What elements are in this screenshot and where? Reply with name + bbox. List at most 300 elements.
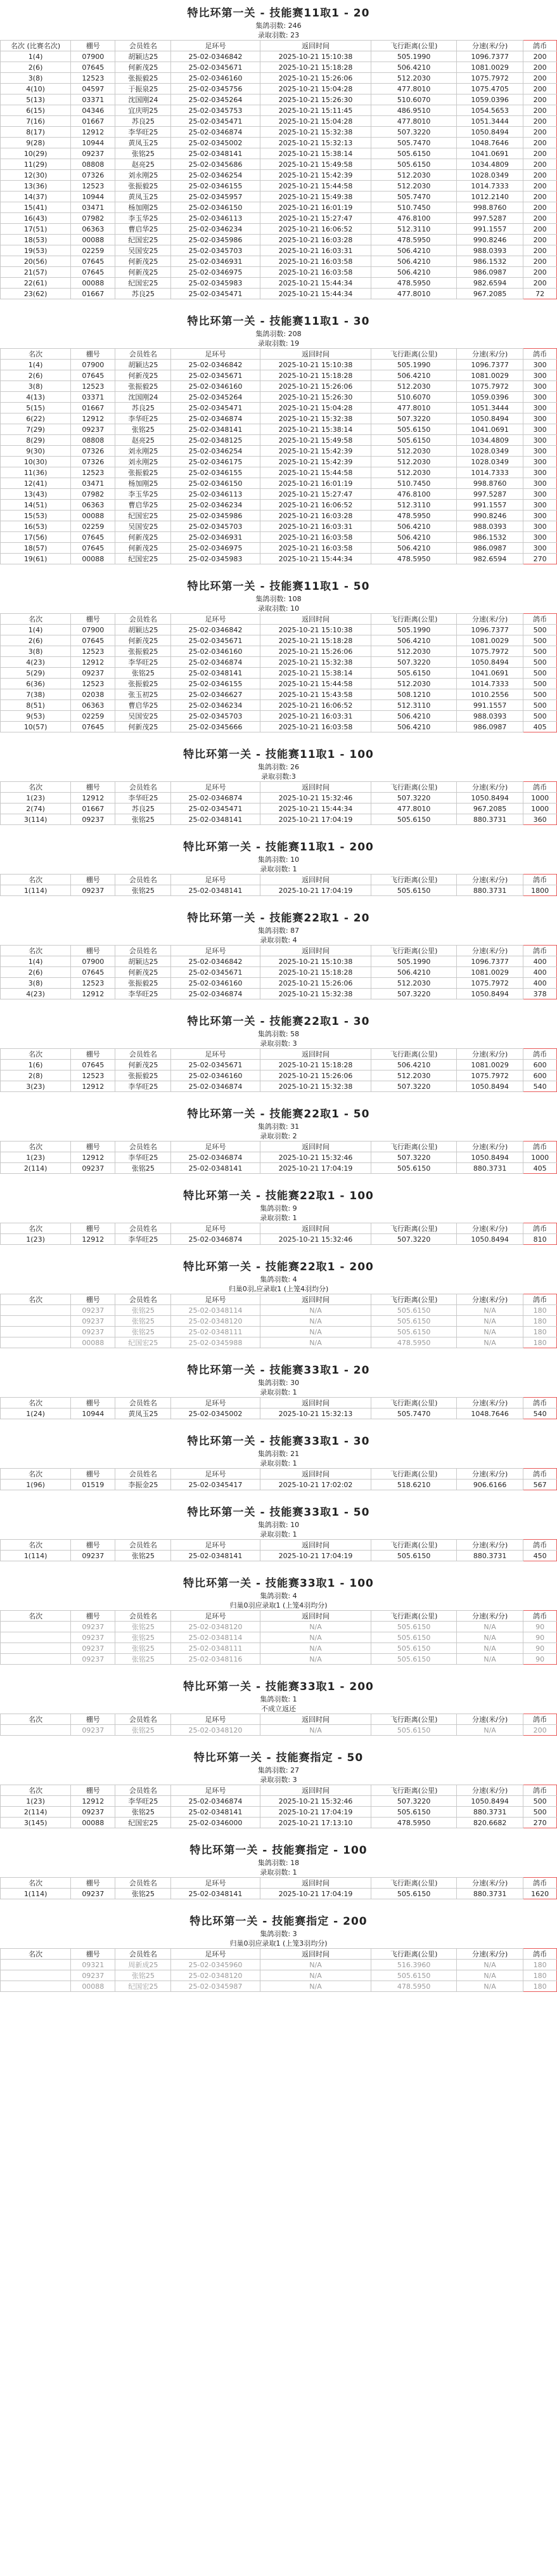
table-row [1, 148, 557, 159]
results-table [0, 1610, 557, 1665]
table-cell: 200 [523, 170, 557, 181]
column-header: 足环号 [171, 1785, 260, 1796]
column-header: 足环号 [171, 1540, 260, 1551]
table-cell: 25-02-0345703 [171, 245, 260, 256]
table-row [1, 213, 557, 224]
results-table [0, 1141, 557, 1174]
table-cell: 张铭25 [115, 1305, 171, 1316]
table-cell: 512.2030 [371, 73, 457, 84]
table-cell: 25-02-0345986 [171, 235, 260, 245]
table-cell: 2025-10-21 15:26:06 [260, 978, 371, 989]
table-cell: 06363 [71, 500, 115, 511]
table-cell: 500 [523, 700, 557, 711]
table-cell: N/A [456, 1632, 523, 1643]
table-cell: 25-02-0346842 [171, 51, 260, 62]
table-row [1, 94, 557, 105]
table-cell: 25-02-0346160 [171, 978, 260, 989]
column-header: 名次 [1, 1294, 71, 1305]
table-cell: 477.8010 [371, 289, 457, 299]
table-cell: 2025-10-21 17:04:19 [260, 1807, 371, 1818]
table-row [1, 51, 557, 62]
table-cell: 1075.7972 [456, 1070, 523, 1081]
table-cell: 880.3731 [456, 1807, 523, 1818]
table-cell: 2025-10-21 15:10:38 [260, 956, 371, 967]
section-meta: 录取羽数: 1 [260, 1530, 297, 1538]
column-header: 棚号 [71, 946, 115, 956]
section-title: 特比环第一关 - 技能赛指定 - 200 [189, 1915, 368, 1928]
table-cell: 09237 [71, 1725, 115, 1736]
table-cell: 02259 [71, 521, 115, 532]
column-header: 分速(米/分) [456, 946, 523, 956]
table-cell: 25-02-0346874 [171, 127, 260, 138]
result-section [0, 1183, 557, 1245]
table-cell: 9(30) [1, 446, 71, 457]
table-cell: 2025-10-21 15:32:38 [260, 127, 371, 138]
section-meta: 录取羽数: 4 [260, 936, 297, 944]
column-header: 棚号 [71, 1540, 115, 1551]
table-cell: 2025-10-21 16:06:52 [260, 224, 371, 235]
table-cell: 25-02-0346874 [171, 1152, 260, 1163]
column-header: 棚号 [71, 1049, 115, 1060]
table-cell: 1(96) [1, 1480, 71, 1490]
table-cell: 505.6150 [371, 1807, 457, 1818]
results-table [0, 1877, 557, 1899]
table-cell: N/A [456, 1725, 523, 1736]
header-row [1, 1878, 557, 1889]
table-cell: 25-02-0346175 [171, 457, 260, 467]
table-cell: 25-02-0345671 [171, 635, 260, 646]
table-cell: 988.0393 [456, 245, 523, 256]
result-section [0, 834, 557, 896]
column-header: 分速(米/分) [456, 1949, 523, 1960]
table-cell: 2025-10-21 16:03:31 [260, 245, 371, 256]
table-row [1, 978, 557, 989]
table-cell: N/A [260, 1654, 371, 1665]
column-header: 返回时间 [260, 1049, 371, 1060]
table-cell: 300 [523, 424, 557, 435]
table-cell: 25-02-0348120 [171, 1725, 260, 1736]
table-cell: 505.6150 [371, 814, 457, 825]
column-header: 飞行距离(公里) [371, 1540, 457, 1551]
table-cell: 25-02-0345703 [171, 711, 260, 722]
column-header: 会员姓名 [115, 1714, 171, 1725]
column-header: 棚号 [71, 41, 115, 51]
table-cell: 880.3731 [456, 814, 523, 825]
table-cell: 477.8010 [371, 803, 457, 814]
table-cell: 1050.8494 [456, 657, 523, 668]
table-cell: 507.3220 [371, 1796, 457, 1807]
table-cell: 200 [523, 267, 557, 278]
header-row [1, 782, 557, 793]
table-cell: 07900 [71, 625, 115, 635]
table-cell: 23(62) [1, 289, 71, 299]
table-cell: 2025-10-21 16:03:31 [260, 711, 371, 722]
table-cell: 2025-10-21 15:44:58 [260, 181, 371, 192]
column-header: 分速(米/分) [456, 1878, 523, 1889]
table-cell: 90 [523, 1654, 557, 1665]
table-cell: 25-02-0348116 [171, 1654, 260, 1665]
table-cell: 476.8100 [371, 489, 457, 500]
table-cell: 12912 [71, 989, 115, 999]
column-header: 返回时间 [260, 875, 371, 885]
table-cell: 200 [523, 73, 557, 84]
section-meta: 集鸽羽数: 10 [257, 855, 300, 864]
table-cell: 2025-10-21 15:10:38 [260, 51, 371, 62]
column-header: 名次 [1, 782, 71, 793]
table-cell: 200 [523, 51, 557, 62]
table-cell: N/A [260, 1305, 371, 1316]
table-cell: 1034.4809 [456, 159, 523, 170]
table-cell: 270 [523, 1818, 557, 1828]
table-cell: 00088 [71, 554, 115, 564]
result-section [0, 1908, 557, 1992]
column-header: 飞行距离(公里) [371, 614, 457, 625]
table-cell: 2025-10-21 16:03:28 [260, 235, 371, 245]
table-cell: 820.6682 [456, 1818, 523, 1828]
table-cell: 2025-10-21 15:26:06 [260, 381, 371, 392]
column-header: 鸽币 [523, 1714, 557, 1725]
table-cell: 2025-10-21 15:44:34 [260, 803, 371, 814]
table-row [1, 278, 557, 289]
table-cell: 2025-10-21 16:03:31 [260, 521, 371, 532]
table-cell: 25-02-0346975 [171, 543, 260, 554]
table-cell: N/A [260, 1981, 371, 1992]
column-header: 分速(米/分) [456, 1785, 523, 1796]
table-row [1, 1234, 557, 1245]
table-cell: 25-02-0346150 [171, 202, 260, 213]
table-row [1, 170, 557, 181]
table-cell: N/A [456, 1337, 523, 1348]
table-row [1, 1408, 557, 1419]
table-cell: 506.4210 [371, 256, 457, 267]
table-cell: 880.3731 [456, 1163, 523, 1174]
table-cell: N/A [456, 1643, 523, 1654]
table-cell: 2025-10-21 16:01:19 [260, 478, 371, 489]
table-cell: N/A [456, 1316, 523, 1327]
table-cell: 506.4210 [371, 62, 457, 73]
table-cell: 986.0987 [456, 722, 523, 732]
header-row [1, 875, 557, 885]
table-cell: 张铭25 [115, 424, 171, 435]
column-header: 分速(米/分) [456, 1714, 523, 1725]
table-row [1, 413, 557, 424]
table-cell: 2025-10-21 15:32:46 [260, 1796, 371, 1807]
column-header: 棚号 [71, 1878, 115, 1889]
table-cell: 512.2030 [371, 467, 457, 478]
table-cell: 2025-10-21 15:44:58 [260, 467, 371, 478]
table-cell: 张铭25 [115, 1316, 171, 1327]
table-cell: 张玉初25 [115, 689, 171, 700]
table-cell: 01667 [71, 403, 115, 413]
table-cell: 986.1532 [456, 256, 523, 267]
table-cell: 600 [523, 1060, 557, 1070]
table-cell: 505.1990 [371, 956, 457, 967]
table-cell: 1034.4809 [456, 435, 523, 446]
results-table [0, 1294, 557, 1348]
table-cell: 505.6150 [371, 148, 457, 159]
table-cell: 杨加刚25 [115, 478, 171, 489]
table-cell: 507.3220 [371, 1081, 457, 1092]
table-cell: 2025-10-21 17:04:19 [260, 1889, 371, 1899]
table-row [1, 532, 557, 543]
table-cell: 512.2030 [371, 679, 457, 689]
table-cell: 4(13) [1, 392, 71, 403]
table-row [1, 793, 557, 803]
table-cell: 张铭25 [115, 1889, 171, 1899]
table-cell: 512.3110 [371, 500, 457, 511]
table-cell: 200 [523, 116, 557, 127]
table-cell: 5(13) [1, 94, 71, 105]
column-header: 足环号 [171, 1223, 260, 1234]
table-cell: 25-02-0345417 [171, 1480, 260, 1490]
table-cell: 516.3960 [371, 1960, 457, 1970]
table-cell: 04597 [71, 84, 115, 94]
table-cell: 3(8) [1, 646, 71, 657]
table-cell: 505.6150 [371, 1327, 457, 1337]
header-row [1, 1540, 557, 1551]
column-header: 飞行距离(公里) [371, 782, 457, 793]
table-cell: 200 [523, 94, 557, 105]
table-row [1, 885, 557, 896]
table-cell: 990.8246 [456, 235, 523, 245]
table-cell: 吴国安25 [115, 521, 171, 532]
table-cell: 2025-10-21 15:44:58 [260, 679, 371, 689]
table-cell: 09237 [71, 1327, 115, 1337]
table-cell: 1(4) [1, 360, 71, 370]
section-note: 归巢0羽,应录取1 (上笼4羽均分) [228, 1285, 329, 1293]
table-cell: 300 [523, 457, 557, 467]
table-cell: 505.1990 [371, 625, 457, 635]
table-cell: 991.1557 [456, 700, 523, 711]
table-cell: 25-02-0346160 [171, 73, 260, 84]
table-cell: 张铭25 [115, 1551, 171, 1561]
table-cell: 1(114) [1, 885, 71, 896]
table-cell: 2025-10-21 15:44:34 [260, 289, 371, 299]
table-cell: 300 [523, 511, 557, 521]
table-cell: 何新茂25 [115, 256, 171, 267]
table-row [1, 1622, 557, 1632]
table-cell: 505.6150 [371, 668, 457, 679]
column-header: 鸽币 [523, 41, 557, 51]
column-header: 棚号 [71, 875, 115, 885]
table-cell: 10(57) [1, 722, 71, 732]
results-table [0, 613, 557, 732]
section-title: 特比环第一关 - 技能赛11取1 - 30 [187, 315, 370, 328]
table-cell: 09237 [71, 1643, 115, 1654]
header-row [1, 1142, 557, 1152]
table-cell: 12912 [71, 127, 115, 138]
table-cell: 12523 [71, 646, 115, 657]
column-header: 返回时间 [260, 349, 371, 360]
table-cell: 505.6150 [371, 1643, 457, 1654]
table-cell: 张振毅25 [115, 646, 171, 657]
table-cell: 张振毅25 [115, 1070, 171, 1081]
table-cell: 998.8760 [456, 478, 523, 489]
section-meta: 集鸽羽数: 4 [260, 1275, 297, 1284]
table-cell: 20(56) [1, 256, 71, 267]
table-cell: 200 [523, 127, 557, 138]
table-cell: 2(6) [1, 967, 71, 978]
table-cell: 505.6150 [371, 435, 457, 446]
section-title: 特比环第一关 - 技能赛33取1 - 100 [183, 1577, 374, 1590]
table-cell: 1028.0349 [456, 446, 523, 457]
table-row [1, 1725, 557, 1736]
table-cell: 7(16) [1, 116, 71, 127]
table-cell: 李华旺25 [115, 793, 171, 803]
table-cell: 512.2030 [371, 646, 457, 657]
table-row [1, 511, 557, 521]
table-cell [1, 1327, 71, 1337]
table-cell: 988.0393 [456, 711, 523, 722]
table-cell: 2025-10-21 17:04:19 [260, 885, 371, 896]
section-meta: 集鸽羽数: 31 [257, 1122, 300, 1131]
table-cell: 25-02-0348141 [171, 668, 260, 679]
section-title: 特比环第一关 - 技能赛22取1 - 30 [187, 1015, 370, 1028]
table-row [1, 1327, 557, 1337]
table-cell: 507.3220 [371, 793, 457, 803]
column-header: 名次 [1, 349, 71, 360]
table-cell: 16(53) [1, 521, 71, 532]
table-cell: 512.2030 [371, 446, 457, 457]
table-cell: 何新茂25 [115, 532, 171, 543]
column-header: 鸽币 [523, 1469, 557, 1480]
table-cell: 478.5950 [371, 1981, 457, 1992]
table-cell: 13(36) [1, 181, 71, 192]
table-cell: 25-02-0345471 [171, 803, 260, 814]
table-cell: 510.7450 [371, 478, 457, 489]
column-header: 飞行距离(公里) [371, 1294, 457, 1305]
table-cell: 25-02-0346874 [171, 657, 260, 668]
table-cell: 200 [523, 62, 557, 73]
section-meta: 集鸽羽数: 30 [257, 1379, 300, 1387]
table-cell: 2025-10-21 15:38:14 [260, 668, 371, 679]
header-row [1, 1398, 557, 1408]
table-cell: 17(56) [1, 532, 71, 543]
table-cell: 518.6210 [371, 1480, 457, 1490]
table-cell: 25-02-0346150 [171, 478, 260, 489]
table-cell: 200 [523, 1725, 557, 1736]
table-cell: 张振毅25 [115, 679, 171, 689]
table-cell: 506.4210 [371, 521, 457, 532]
table-cell: 6(15) [1, 105, 71, 116]
table-cell [1, 1970, 71, 1981]
table-cell: 982.6594 [456, 278, 523, 289]
table-cell: 477.8010 [371, 403, 457, 413]
table-row [1, 289, 557, 299]
column-header: 分速(米/分) [456, 1142, 523, 1152]
table-cell: 500 [523, 1796, 557, 1807]
table-cell: 400 [523, 978, 557, 989]
table-cell: 500 [523, 711, 557, 722]
table-cell: 997.5287 [456, 489, 523, 500]
column-header: 飞行距离(公里) [371, 1049, 457, 1060]
table-cell: 512.3110 [371, 224, 457, 235]
column-header: 会员姓名 [115, 1142, 171, 1152]
table-cell: 200 [523, 213, 557, 224]
table-cell: 9(28) [1, 138, 71, 148]
table-row [1, 1480, 557, 1490]
table-cell: 200 [523, 278, 557, 289]
table-cell: 507.3220 [371, 127, 457, 138]
section-title: 特比环第一关 - 技能赛33取1 - 200 [183, 1681, 374, 1693]
column-header: 鸽币 [523, 782, 557, 793]
table-cell: 苏良25 [115, 289, 171, 299]
column-header: 分速(米/分) [456, 782, 523, 793]
column-header: 分速(米/分) [456, 1049, 523, 1060]
table-cell: 7(38) [1, 689, 71, 700]
table-cell: 2(114) [1, 1163, 71, 1174]
table-row [1, 202, 557, 213]
table-cell: 张铭25 [115, 1725, 171, 1736]
column-header: 飞行距离(公里) [371, 1611, 457, 1622]
table-cell: 1096.7377 [456, 51, 523, 62]
table-cell: 胡颖达25 [115, 51, 171, 62]
table-cell: N/A [456, 1960, 523, 1970]
table-cell: 300 [523, 403, 557, 413]
table-cell: 405 [523, 1163, 557, 1174]
table-cell: 991.1557 [456, 224, 523, 235]
table-cell: 1096.7377 [456, 956, 523, 967]
column-header: 名次 [1, 1469, 71, 1480]
table-cell: 12912 [71, 1796, 115, 1807]
table-cell: 2(114) [1, 1807, 71, 1818]
table-cell: 1012.2140 [456, 192, 523, 202]
table-row [1, 1807, 557, 1818]
table-row [1, 803, 557, 814]
table-cell: 张铭25 [115, 1632, 171, 1643]
table-cell: 477.8010 [371, 84, 457, 94]
table-cell: 01667 [71, 116, 115, 127]
table-row [1, 554, 557, 564]
table-cell [1, 1654, 71, 1665]
table-cell: 200 [523, 148, 557, 159]
table-cell: 506.4210 [371, 245, 457, 256]
table-cell: 1081.0029 [456, 370, 523, 381]
table-cell: 25-02-0348141 [171, 1163, 260, 1174]
table-cell: 2025-10-21 17:04:19 [260, 814, 371, 825]
column-header: 足环号 [171, 1049, 260, 1060]
table-row [1, 73, 557, 84]
column-header: 名次 [1, 1949, 71, 1960]
table-cell: 2025-10-21 16:03:58 [260, 532, 371, 543]
column-header: 飞行距离(公里) [371, 1142, 457, 1152]
table-cell: 300 [523, 489, 557, 500]
results-table [0, 781, 557, 825]
table-cell: 25-02-0348120 [171, 1622, 260, 1632]
table-cell: 2025-10-21 15:26:06 [260, 646, 371, 657]
table-cell: 200 [523, 202, 557, 213]
table-cell: 986.0987 [456, 267, 523, 278]
table-cell: 2025-10-21 15:32:46 [260, 1234, 371, 1245]
table-row [1, 181, 557, 192]
table-cell: 25-02-0346234 [171, 224, 260, 235]
section-meta: 集鸽羽数: 1 [260, 1695, 297, 1703]
column-header: 鸽币 [523, 1785, 557, 1796]
column-header: 飞行距离(公里) [371, 1949, 457, 1960]
table-cell: 张铭25 [115, 148, 171, 159]
column-header: 鸽币 [523, 1398, 557, 1408]
table-row [1, 1316, 557, 1327]
table-cell: 505.6150 [371, 1622, 457, 1632]
table-row [1, 1163, 557, 1174]
column-header: 会员姓名 [115, 1294, 171, 1305]
table-cell: 906.6166 [456, 1480, 523, 1490]
table-row [1, 1818, 557, 1828]
table-row [1, 989, 557, 999]
table-cell: 胡颖达25 [115, 625, 171, 635]
column-header: 名次 [1, 1878, 71, 1889]
table-cell: 200 [523, 84, 557, 94]
